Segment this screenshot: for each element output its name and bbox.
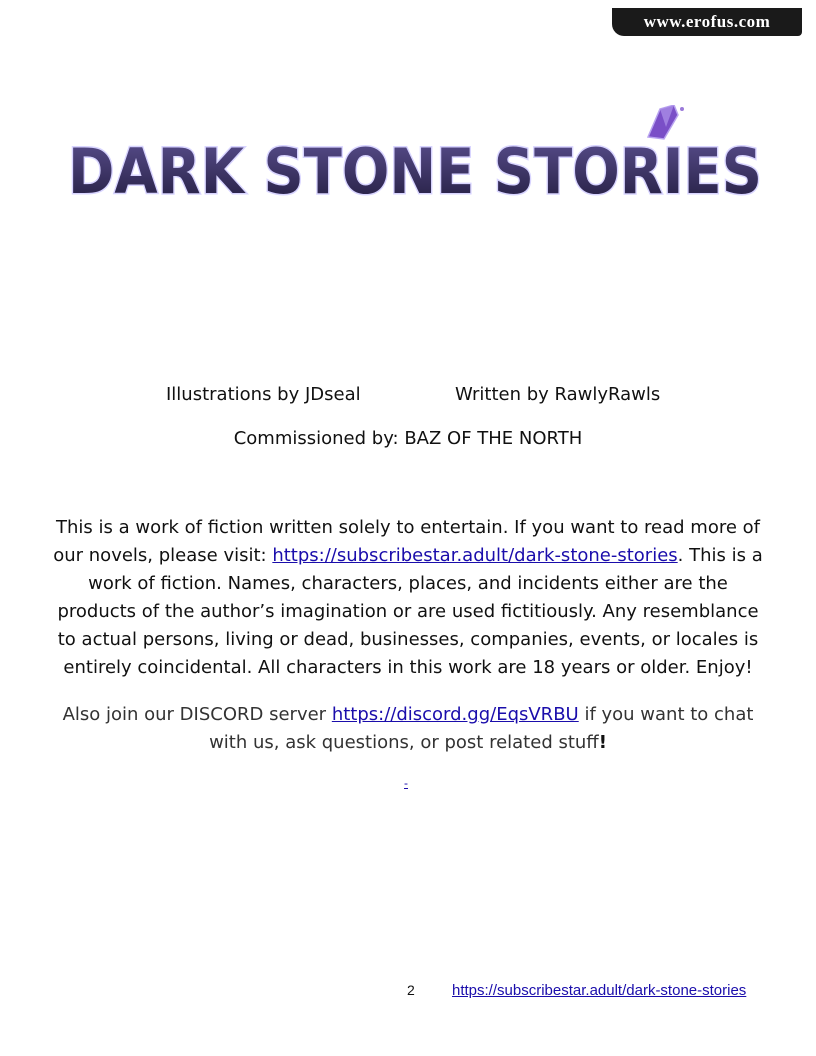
logo-graphic	[60, 105, 770, 215]
credits-line	[0, 384, 816, 410]
logo-text: DARK STONE STORIES	[68, 135, 762, 208]
tiny-link[interactable]: -	[404, 776, 408, 790]
disclaimer-text-start: This is a work of fiction written solely to entertain. If you want to read more of our novels, please visit:	[53, 517, 761, 566]
illustrations-credit: Illustrations by JDseal	[166, 384, 361, 405]
watermark-badge	[612, 8, 802, 36]
discord-link[interactable]: https://discord.gg/EqsVRBU	[331, 704, 579, 725]
discord-text-start: Also join our DISCORD server	[62, 704, 332, 725]
footer-subscribestar-link[interactable]: https://subscribestar.adult/dark-stone-stories	[452, 982, 747, 999]
crystal-icon	[648, 105, 684, 139]
written-credit: Written by RawlyRawls	[455, 384, 661, 405]
subscribestar-link[interactable]: https://subscribestar.adult/dark-stone-stories	[272, 545, 678, 566]
disclaimer-paragraph	[48, 514, 768, 682]
dark-stone-stories-logo	[60, 105, 770, 215]
page-footer	[0, 982, 816, 1002]
disclaimer-text-end: . This is a work of fiction. Names, characters, places, and incidents either are the products of the author’s imagination or are used fictitiously. Any resemblance to actual persons, living or dead, businesses, companies, events, or locales is entirely coincidental. All characters in this work are 18 years or older. Enjoy!	[57, 545, 763, 678]
discord-exclaim: !	[598, 732, 607, 753]
discord-paragraph	[48, 701, 768, 757]
commissioned-credit: Commissioned by: BAZ OF THE NORTH	[233, 428, 583, 449]
page-number: 2	[407, 982, 415, 998]
discord-text-end: if you want to chat with us, ask questions, or post related stuff	[209, 704, 754, 753]
watermark-text: www.erofus.com	[643, 12, 771, 31]
